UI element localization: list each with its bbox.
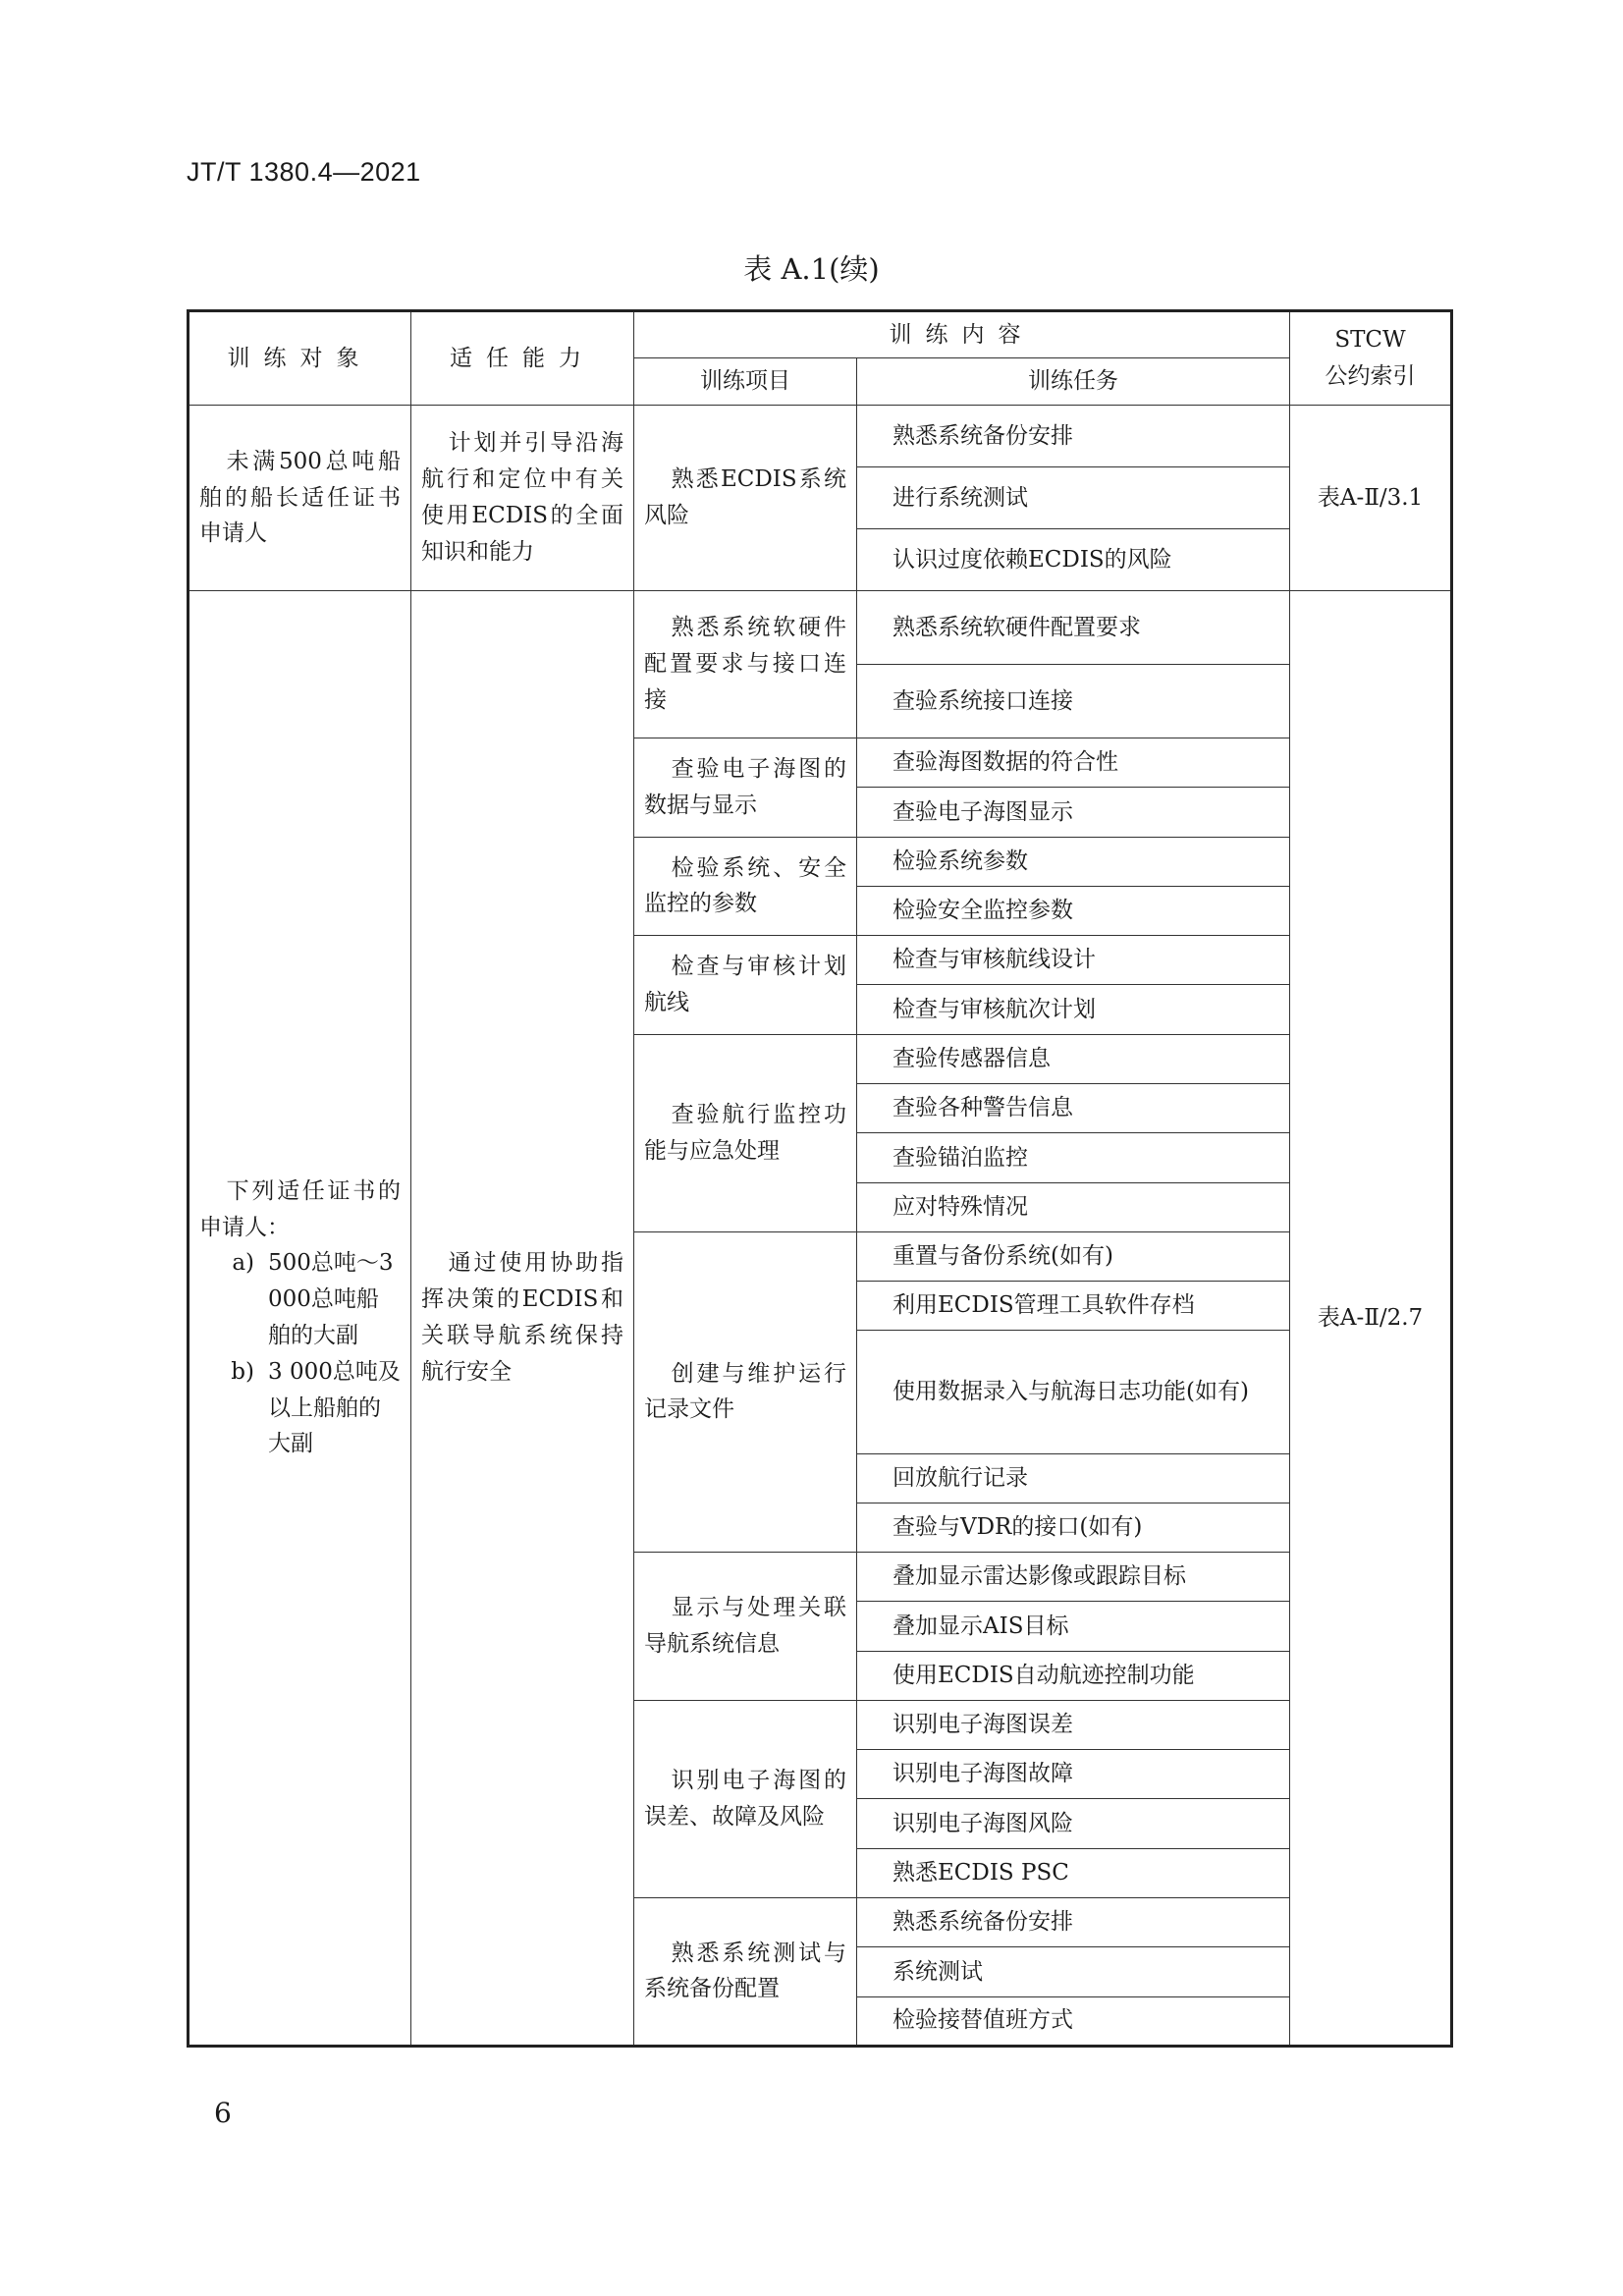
cell-training-task: 使用ECDIS自动航迹控制功能: [857, 1651, 1290, 1700]
cell-training-task: 认识过度依赖ECDIS的风险: [857, 529, 1290, 591]
header-item: 训练项目: [634, 358, 857, 406]
cell-training-task: 查验传感器信息: [857, 1034, 1290, 1083]
header-stcw: [1290, 311, 1452, 406]
cell-training-task: 查验与VDR的接口(如有): [857, 1503, 1290, 1552]
cell-training-task: 利用ECDIS管理工具软件存档: [857, 1281, 1290, 1330]
cell-training-item: 查验航行监控功能与应急处理: [634, 1034, 857, 1231]
cell-training-task: 检验系统参数: [857, 837, 1290, 886]
cell-training-item: 熟悉系统软硬件配置要求与接口连接: [634, 591, 857, 738]
cell-training-item: 检验系统、安全监控的参数: [634, 837, 857, 936]
cell-training-task: 识别电子海图风险: [857, 1799, 1290, 1848]
cell-training-task: 熟悉系统备份安排: [857, 406, 1290, 467]
document-number: JT/T 1380.4—2021: [187, 157, 421, 187]
cell-training-task: 进行系统测试: [857, 467, 1290, 529]
cell-training-item: 识别电子海图的误差、故障及风险: [634, 1700, 857, 1897]
cell-stcw-reference: 表A-Ⅱ/2.7: [1290, 591, 1452, 2047]
cell-competence: 通过使用协助指挥决策的ECDIS和关联导航系统保持航行安全: [411, 591, 634, 2047]
target-list-label: a): [232, 1250, 254, 1277]
table-header: [189, 311, 1452, 406]
cell-training-task: 叠加显示雷达影像或跟踪目标: [857, 1552, 1290, 1601]
cell-training-task: 检查与审核航次计划: [857, 985, 1290, 1034]
table-title: 表 A.1(续): [743, 252, 880, 286]
cell-training-item: 查验电子海图的数据与显示: [634, 738, 857, 838]
header-task: 训练任务: [857, 358, 1290, 406]
target-list-item: [199, 1354, 401, 1462]
cell-training-task: 熟悉系统备份安排: [857, 1898, 1290, 1947]
header-stcw-line1: STCW: [1334, 327, 1406, 354]
cell-training-task: 应对特殊情况: [857, 1182, 1290, 1231]
cell-training-task: 回放航行记录: [857, 1453, 1290, 1503]
header-content: 训练内容: [634, 311, 1290, 358]
cell-training-task: 查验锚泊监控: [857, 1133, 1290, 1182]
header-competence: 适任能力: [411, 311, 634, 406]
cell-competence: 计划并引导沿海航行和定位中有关使用ECDIS的全面知识和能力: [411, 406, 634, 591]
target-list-item: [199, 1245, 401, 1353]
page-number: 6: [214, 2097, 232, 2129]
cell-training-task: 使用数据录入与航海日志功能(如有): [857, 1330, 1290, 1453]
cell-training-task: 查验系统接口连接: [857, 665, 1290, 738]
cell-training-task: 叠加显示AIS目标: [857, 1602, 1290, 1651]
table-row: [189, 591, 1452, 665]
cell-training-task: 检查与审核航线设计: [857, 936, 1290, 985]
target-intro: 下列适任证书的申请人：: [199, 1177, 401, 1240]
cell-training-item: 熟悉ECDIS系统风险: [634, 406, 857, 591]
cell-training-task: 识别电子海图故障: [857, 1750, 1290, 1799]
header-stcw-line2: 公约索引: [1325, 363, 1416, 389]
header-target: 训练对象: [189, 311, 411, 406]
training-table: [187, 309, 1453, 2048]
cell-training-item: 显示与处理关联导航系统信息: [634, 1552, 857, 1700]
cell-target: 未满500总吨船舶的船长适任证书申请人: [189, 406, 411, 591]
cell-training-task: 查验各种警告信息: [857, 1084, 1290, 1133]
cell-training-task: 重置与备份系统(如有): [857, 1231, 1290, 1281]
cell-training-item: 检查与审核计划航线: [634, 936, 857, 1035]
cell-training-item: 熟悉系统测试与系统备份配置: [634, 1898, 857, 2047]
cell-training-task: 查验电子海图显示: [857, 788, 1290, 837]
target-list-text: 500总吨～3 000总吨船舶的大副: [268, 1250, 394, 1348]
table-row: [189, 406, 1452, 467]
cell-training-task: 检验接替值班方式: [857, 1996, 1290, 2046]
cell-stcw-reference: 表A-Ⅱ/3.1: [1290, 406, 1452, 591]
table-body: [189, 406, 1452, 2047]
cell-training-task: 熟悉系统软硬件配置要求: [857, 591, 1290, 665]
cell-training-task: 熟悉ECDIS PSC: [857, 1848, 1290, 1897]
target-list-text: 3 000总吨及以上船舶的大副: [268, 1358, 401, 1457]
target-list-label: b): [231, 1358, 254, 1385]
cell-training-task: 系统测试: [857, 1947, 1290, 1996]
cell-training-item: 创建与维护运行记录文件: [634, 1231, 857, 1552]
cell-training-task: 检验安全监控参数: [857, 886, 1290, 935]
cell-training-task: 识别电子海图误差: [857, 1700, 1290, 1749]
cell-training-task: 查验海图数据的符合性: [857, 738, 1290, 788]
cell-target: [189, 591, 411, 2047]
